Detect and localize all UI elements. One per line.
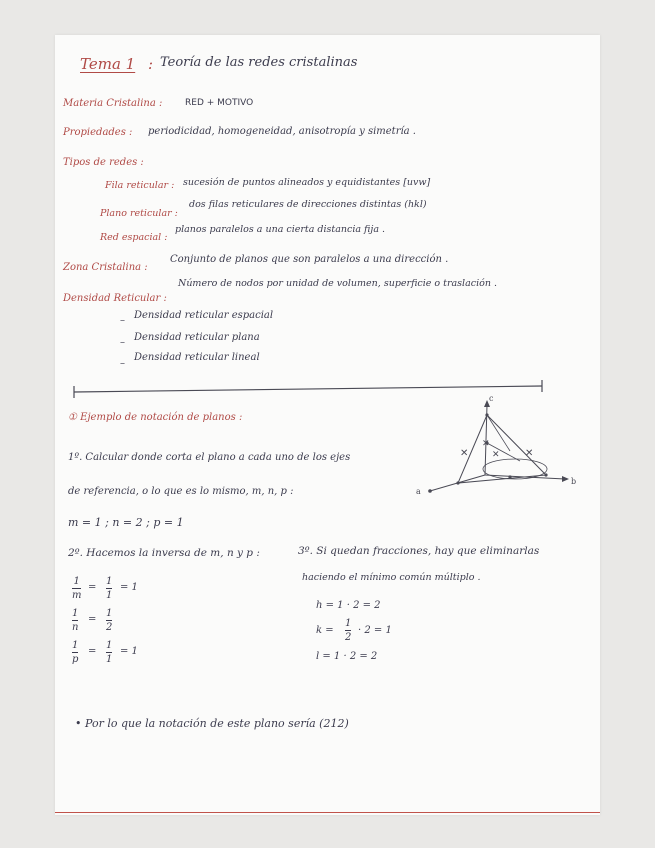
fraction-value-p: 1 1: [106, 640, 113, 665]
bullet-propiedades-text: periodicidad, homogeneidad, anisotropía y simetría .: [148, 126, 416, 137]
dash-icon: –: [120, 315, 125, 326]
result-m: = 1: [120, 582, 138, 593]
h-value: h = 1 · 2 = 2: [316, 600, 381, 611]
svg-text:✕: ✕: [492, 450, 500, 460]
result-p: = 1: [120, 646, 138, 657]
axis-c-label: c: [489, 394, 494, 403]
svg-text:✕: ✕: [525, 448, 534, 459]
dash-icon: –: [120, 358, 125, 369]
fraction-inverse-n: 1 n: [72, 608, 79, 633]
bullet-densidad-label: Densidad Reticular :: [63, 293, 167, 304]
title-colon: :: [148, 55, 154, 73]
step3-line1: 3º. Si quedan fracciones, hay que eliminarlas: [298, 545, 540, 557]
bullet-materia-text: RED + MOTIVO: [185, 98, 254, 108]
densidad-item-lineal: Densidad reticular lineal: [134, 352, 260, 363]
bullet-tipos-label: Tipos de redes :: [63, 157, 144, 168]
bullet-materia-label: Materia Cristalina :: [63, 98, 163, 109]
bullet-propiedades-label: Propiedades :: [63, 127, 133, 138]
fila-text: sucesión de puntos alineados y equidistantes [uvw]: [183, 177, 431, 188]
mnp-values: m = 1 ; n = 2 ; p = 1: [68, 516, 184, 529]
axis-a-label: a: [416, 487, 421, 496]
step1-line2: de referencia, o lo que es lo mismo, m, n, p :: [68, 486, 294, 497]
equals-sign: =: [88, 582, 97, 593]
bullet-zona-label: Zona Cristalina :: [63, 262, 148, 273]
svg-text:✕: ✕: [482, 439, 490, 449]
dash-icon: –: [120, 337, 125, 348]
step3-line2: haciendo el mínimo común múltiplo .: [302, 572, 481, 583]
axis-b-label: b: [571, 477, 577, 486]
k-fraction: 1 2: [345, 618, 352, 643]
fraction-value-m: 1 1: [106, 576, 113, 601]
fraction-value-n: 1 2: [106, 608, 113, 633]
example-heading: ① Ejemplo de notación de planos :: [68, 412, 243, 423]
equals-sign: =: [88, 614, 97, 625]
espacial-label: Red espacial :: [100, 232, 168, 243]
conclusion: • Por lo que la notación de este plano sería (212): [75, 717, 349, 730]
fraction-inverse-m: 1 m: [72, 576, 82, 601]
fraction-inverse-p: 1 p: [72, 640, 79, 665]
fila-label: Fila reticular :: [105, 180, 175, 191]
densidad-item-espacial: Densidad reticular espacial: [134, 310, 274, 321]
densidad-item-plana: Densidad reticular plana: [134, 332, 260, 343]
plano-text: dos filas reticulares de direcciones distintas (hkl): [189, 199, 427, 210]
svg-text:✕: ✕: [460, 448, 469, 459]
l-value: l = 1 · 2 = 2: [316, 651, 378, 662]
page-bottom-margin-line: [55, 812, 600, 813]
k-prefix: k =: [316, 625, 334, 636]
crystal-plane-diagram: [410, 393, 585, 503]
espacial-text: planos paralelos a una cierta distancia fija .: [175, 224, 386, 235]
plano-label: Plano reticular :: [100, 208, 178, 219]
k-suffix: · 2 = 1: [358, 625, 392, 636]
step2: 2º. Hacemos la inversa de m, n y p :: [68, 547, 260, 559]
step1-line1: 1º. Calcular donde corta el plano a cada uno de los ejes: [68, 452, 351, 463]
topic-number: Tema 1: [80, 55, 136, 73]
page-title: Teoría de las redes cristalinas: [160, 55, 358, 70]
bullet-zona-text: Conjunto de planos que son paralelos a una dirección .: [170, 254, 449, 265]
equals-sign: =: [88, 646, 97, 657]
bullet-densidad-text: Número de nodos por unidad de volumen, superficie o traslación .: [178, 278, 497, 289]
